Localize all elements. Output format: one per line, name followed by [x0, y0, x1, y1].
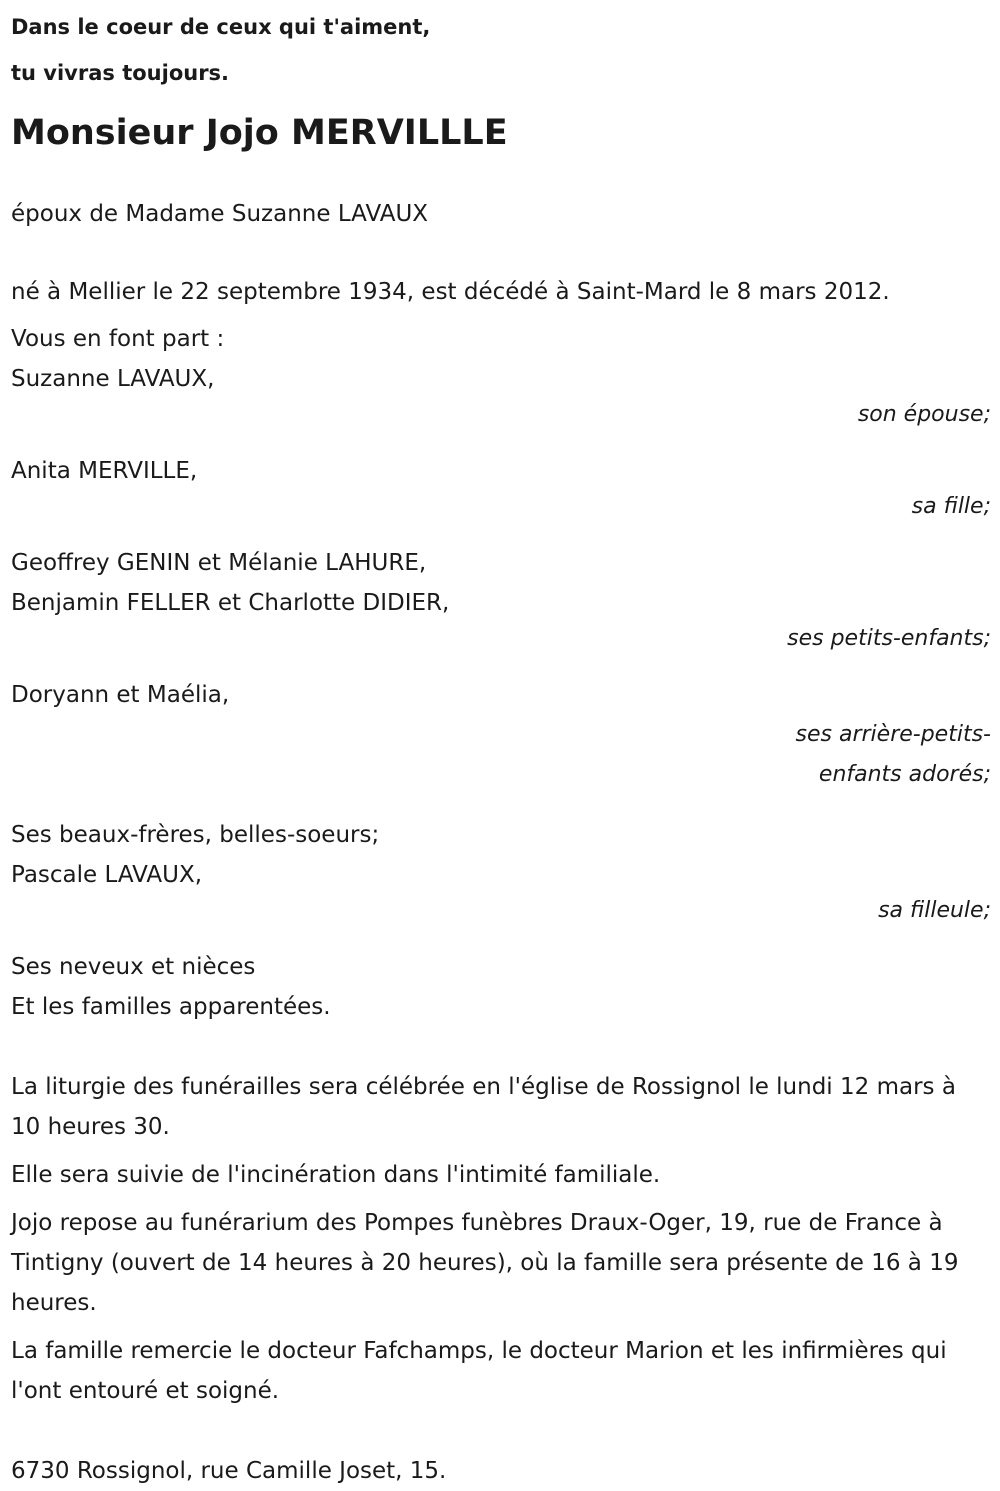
relation-great-grandchildren-2: enfants adorés;	[818, 762, 991, 787]
family-member-spouse: Suzanne LAVAUX,	[11, 366, 215, 392]
epigraph	[11, 4, 991, 96]
relation-spouse: son épouse;	[857, 402, 991, 427]
epigraph-line-2: tu vivras toujours.	[11, 61, 230, 85]
announce-line: Vous en font part :	[11, 326, 225, 352]
incineration-paragraph: Elle sera suivie de l'incinération dans l'intimité familiale.	[11, 1162, 661, 1188]
death-notice	[11, 0, 991, 1491]
family-member-families: Et les familles apparentées.	[11, 994, 331, 1020]
funerarium-paragraph: Jojo repose au funérarium des Pompes funèbres Draux-Oger, 19, rue de France à Tintigny (ouvert de 14 heures à 20 heures), où la famille sera présente de 16 à 19 heures.	[11, 1210, 959, 1316]
family-member-grandchildren-1: Geoffrey GENIN et Mélanie LAHURE,	[11, 550, 427, 576]
spouse-line: époux de Madame Suzanne LAVAUX	[11, 201, 429, 227]
liturgy-paragraph: La liturgie des funérailles sera célébrée en l'église de Rossignol le lundi 12 mars à 10 heures 30.	[11, 1074, 956, 1140]
birth-death-line: né à Mellier le 22 septembre 1934, est décédé à Saint-Mard le 8 mars 2012.	[11, 279, 890, 305]
epigraph-line-1: Dans le coeur de ceux qui t'aiment,	[11, 15, 431, 39]
family-member-in-laws: Ses beaux-frères, belles-soeurs;	[11, 822, 380, 848]
family-member-great-grandchildren: Doryann et Maélia,	[11, 682, 230, 708]
family-member-daughter: Anita MERVILLE,	[11, 458, 198, 484]
deceased-name: Monsieur Jojo MERVILLLE	[11, 113, 508, 153]
family-list	[11, 359, 991, 1027]
family-member-nephews: Ses neveux et nièces	[11, 954, 256, 980]
address-line: 6730 Rossignol, rue Camille Joset, 15.	[11, 1458, 447, 1484]
relation-daughter: sa fille;	[911, 494, 991, 519]
relation-grandchildren: ses petits-enfants;	[787, 626, 991, 651]
relation-goddaughter: sa filleule;	[878, 898, 991, 923]
family-member-goddaughter: Pascale LAVAUX,	[11, 862, 203, 888]
thanks-paragraph: La famille remercie le docteur Fafchamps, le docteur Marion et les infirmières qui l'ont entouré et soigné.	[11, 1338, 947, 1404]
relation-great-grandchildren-1: ses arrière-petits-	[795, 722, 991, 747]
family-member-grandchildren-2: Benjamin FELLER et Charlotte DIDIER,	[11, 590, 450, 616]
